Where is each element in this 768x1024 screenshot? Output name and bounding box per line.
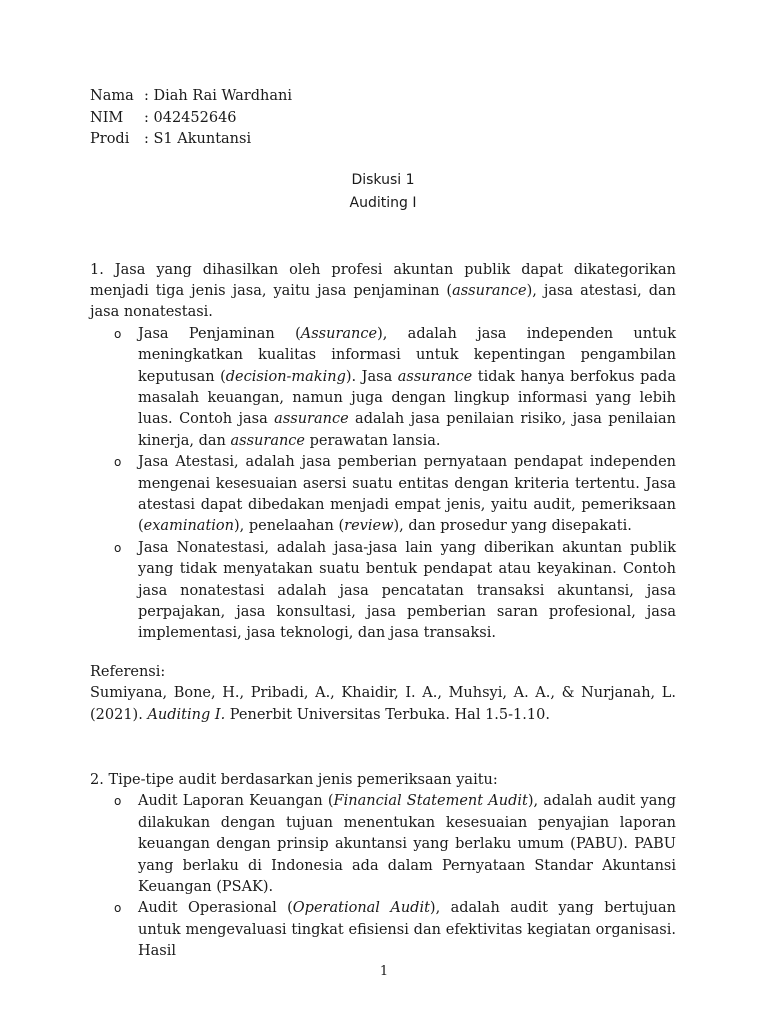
q2-item1-a: Audit Laporan Keuangan ( — [138, 793, 334, 810]
q1-item1-i: adalah jasa penilaian risiko, jasa penilaian kinerja, dan — [138, 411, 676, 449]
title-line-2: Auditing I — [349, 194, 417, 211]
q1-item2-b: examination — [143, 518, 234, 535]
q1-item-atestasi — [114, 452, 676, 538]
student-identity — [90, 86, 676, 151]
q1-list — [90, 324, 676, 645]
q1-item1-g: tidak hanya berfokus pada masalah keuangan, namun juga dengan lingkup informasi yang lebih luas. Contoh jasa — [138, 368, 676, 428]
q1-item2-a: Jasa Atestasi, adalah jasa pemberian pernyataan pendapat independen mengenai kesesuaian asersi suatu entitas dengan kriteria tertentu. Jasa atestasi dapat dibedakan menjadi empat jenis, yaitu audit, pemeriksaan ( — [138, 454, 676, 535]
q2-item-financial-audit — [114, 791, 676, 898]
q1-item2-d: review — [344, 518, 394, 535]
document-body — [90, 86, 676, 963]
q1-item1-j: assurance — [230, 432, 305, 449]
nim-value: : 042452646 — [144, 109, 237, 126]
bullet-icon: o — [114, 794, 122, 809]
q1-item2-c: ), penelaahan ( — [233, 518, 345, 535]
q1-item2-e: ), dan prosedur yang disepakati. — [393, 518, 632, 535]
bullet-icon: o — [114, 540, 122, 555]
reference-text-c: Penerbit Universitas Terbuka. Hal 1.5-1.10. — [225, 706, 550, 723]
q2-item2-a: Audit Operasional ( — [138, 900, 293, 917]
reference-text-a: Sumiyana, Bone, H., Pribadi, A., Khaidir, I. A., Muhsyi, A. A., & Nurjanah, L. (2021). — [90, 685, 676, 723]
q1-item1-k: perawatan lansia. — [305, 432, 441, 449]
page-number: 1 — [379, 964, 389, 979]
question-2 — [90, 770, 676, 963]
reference-text — [90, 683, 676, 726]
reference-heading: Referensi: — [90, 663, 166, 680]
q1-item-nonatestasi — [114, 538, 676, 645]
title-line-1: Diskusi 1 — [351, 171, 415, 188]
q1-intro-text-a: 1. Jasa yang dihasilkan oleh profesi akuntan publik dapat dikategorikan menjadi tiga jenis jasa, yaitu jasa penjaminan ( — [90, 261, 676, 299]
q1-item-assurance — [114, 324, 676, 452]
nim-label: NIM — [90, 109, 124, 126]
q2-list — [90, 791, 676, 962]
q2-item1-b: Financial Statement Audit — [333, 793, 528, 810]
bullet-icon: o — [114, 455, 122, 470]
nim-row — [90, 108, 676, 130]
prodi-label: Prodi — [90, 131, 130, 147]
q2-intro: 2. Tipe-tipe audit berdasarkan jenis pemeriksaan yaitu: — [90, 772, 498, 789]
question-1 — [90, 260, 676, 645]
bullet-icon: o — [114, 901, 122, 916]
q2-item1-c: ), adalah audit yang dilakukan dengan tujuan menentukan kesesuaian penyajian laporan keuangan dengan prinsip akuntansi yang berlaku umum (PABU). PABU yang berlaku di Indonesia ada dalam Pernyataan Standar Akuntansi Keuangan (PSAK). — [138, 793, 676, 896]
prodi-row — [90, 129, 676, 151]
q1-item3: Jasa Nonatestasi, adalah jasa-jasa lain yang diberikan akuntan publik yang tidak menyatakan suatu bentuk pendapat atau keyakinan. Contoh jasa nonatestasi adalah jasa pencatatan transaksi akuntansi, jasa perpajakan, jasa konsultasi, jasa pemberian saran profesional, jasa implementasi, jasa teknologi, dan jasa transaksi. — [138, 539, 676, 642]
q1-item1-a: Jasa Penjaminan ( — [138, 325, 301, 342]
reference-section — [90, 662, 676, 726]
q1-item1-b: Assurance — [300, 325, 378, 342]
q2-item-operational-audit — [114, 898, 676, 962]
q1-intro-italic: assurance — [452, 282, 527, 299]
q1-item1-e: ). Jasa — [345, 368, 398, 385]
q2-item2-b: Operational Audit — [292, 900, 430, 917]
q1-intro — [90, 260, 676, 324]
prodi-value: : S1 Akuntansi — [144, 131, 252, 147]
q1-item1-c: ), adalah jasa independen untuk meningkatkan kualitas informasi untuk kepentingan pengambilan keputusan ( — [138, 325, 676, 385]
name-value: : Diah Rai Wardhani — [144, 88, 292, 104]
q2-item2-c: ), adalah audit yang bertujuan untuk mengevaluasi tingkat efisiensi dan efektivitas kegiatan organisasi. Hasil — [138, 900, 676, 960]
q1-item1-d: decision-making — [225, 368, 346, 385]
reference-book-title: Auditing I. — [147, 706, 226, 723]
bullet-icon: o — [114, 326, 122, 341]
name-label: Nama — [90, 88, 134, 104]
q1-intro-text-c: ), jasa atestasi, dan jasa nonatestasi. — [90, 282, 676, 321]
q1-item1-f: assurance — [397, 368, 473, 385]
name-row — [90, 86, 676, 108]
document-title — [90, 169, 676, 215]
q1-item1-h: assurance — [274, 411, 349, 428]
